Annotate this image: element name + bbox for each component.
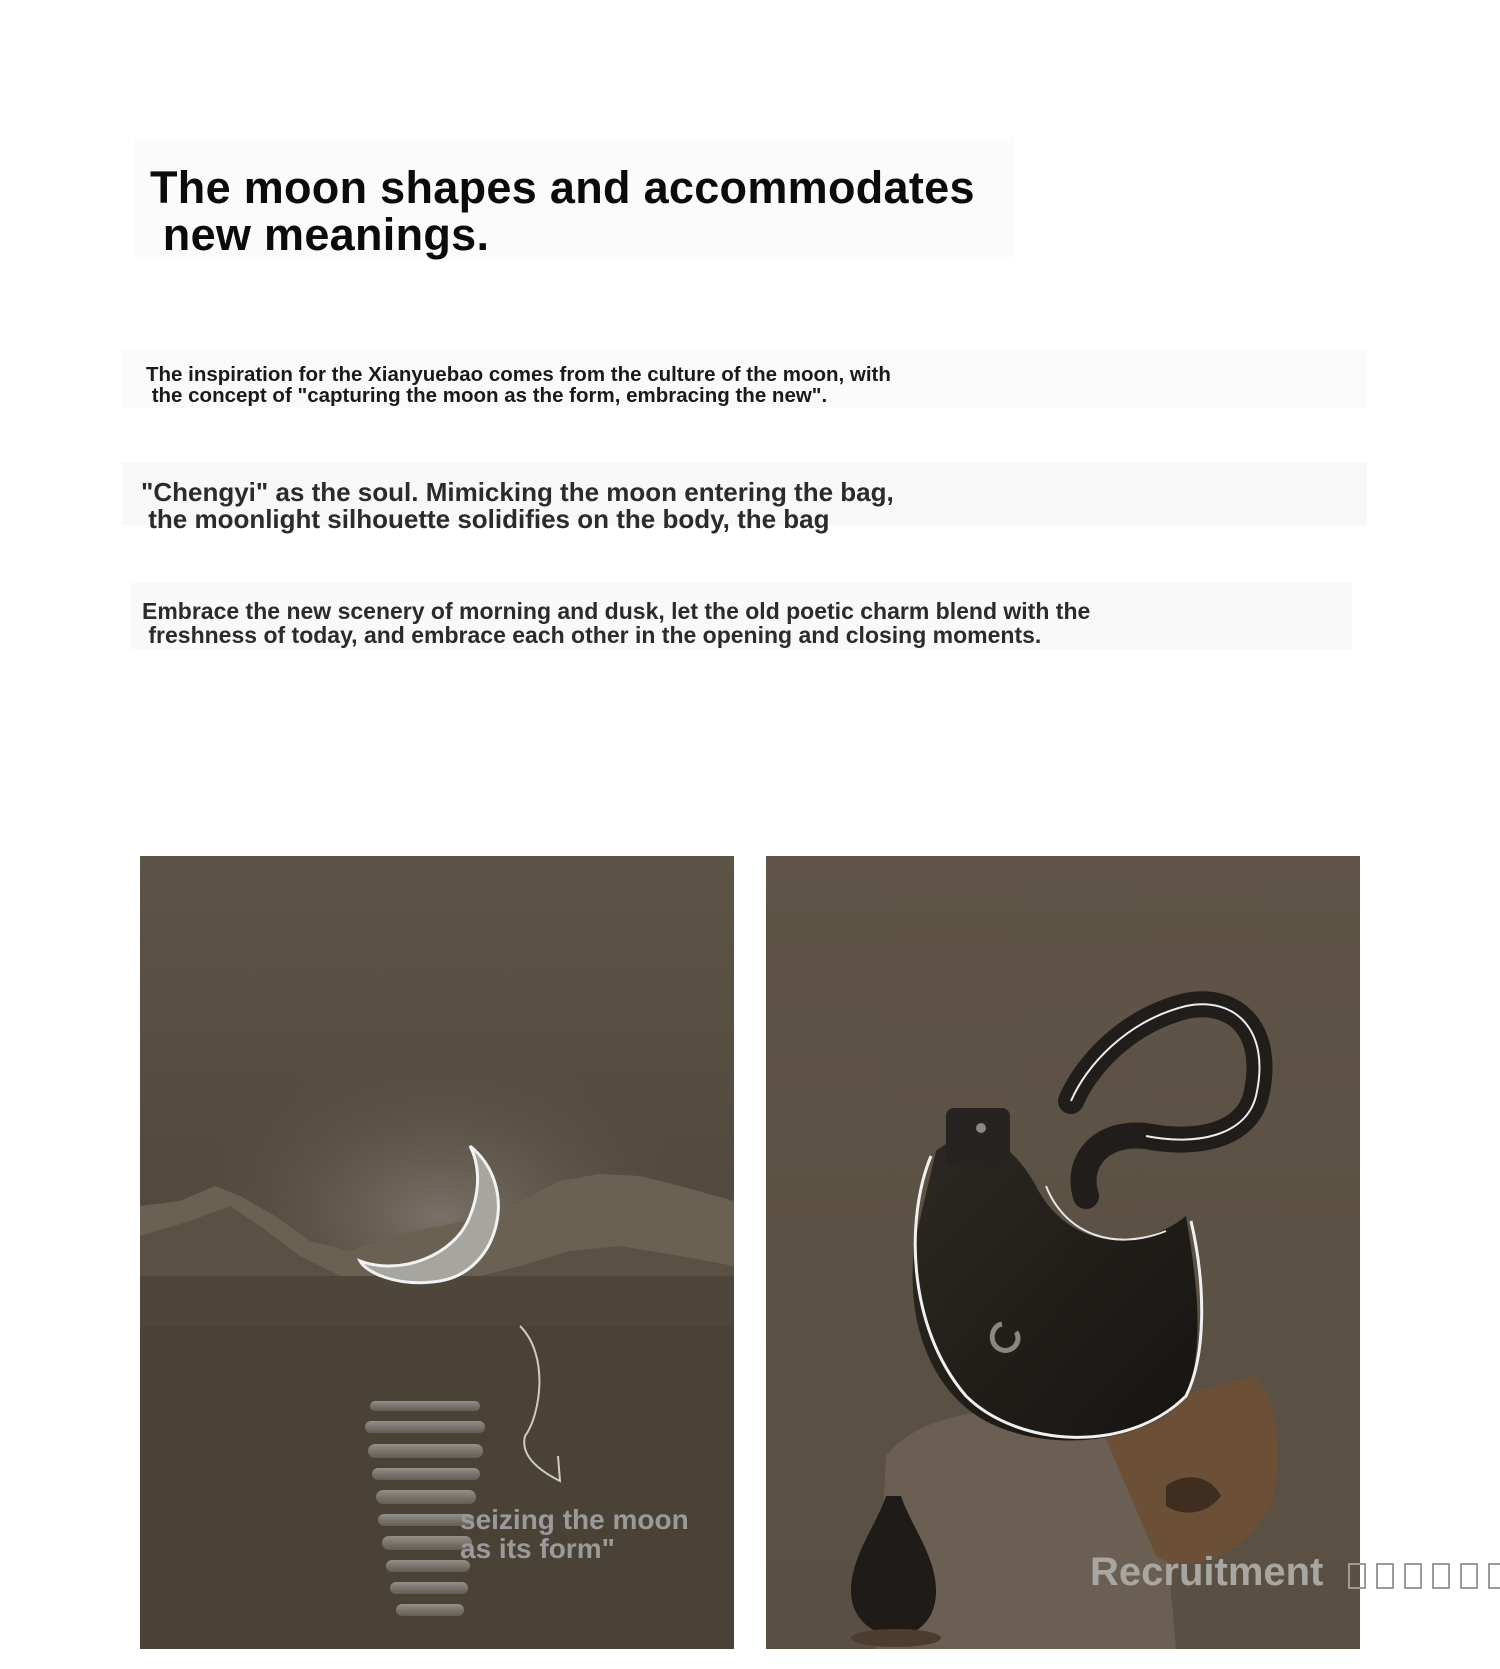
missing-glyph: [1460, 1563, 1478, 1589]
missing-glyph-boxes: [1348, 1563, 1500, 1591]
page-title: The moon shapes and accommodates new meanings.: [150, 162, 975, 260]
missing-glyph: [1488, 1563, 1500, 1589]
chengyi-paragraph: "Chengyi" as the soul. Mimicking the moon entering the bag, the moonlight silhouette solidifies on the body, the bag: [141, 477, 894, 534]
moon-photo-caption: seizing the moon as its form": [460, 1504, 689, 1564]
missing-glyph: [1376, 1563, 1394, 1589]
inspiration-paragraph: The inspiration for the Xianyuebao comes from the culture of the moon, with the concept of "capturing the moon as the form, embracing the new".: [146, 363, 891, 407]
crescent-bag-photo: [766, 856, 1360, 1649]
missing-glyph: [1432, 1563, 1450, 1589]
bag-photo-caption: Recruitment: [1090, 1550, 1324, 1594]
embrace-paragraph: Embrace the new scenery of morning and dusk, let the old poetic charm blend with the freshness of today, and embrace each other in the opening and closing moments.: [142, 598, 1091, 648]
missing-glyph: [1348, 1563, 1366, 1589]
missing-glyph: [1404, 1563, 1422, 1589]
crescent-bag-illustration: [766, 856, 1360, 1649]
